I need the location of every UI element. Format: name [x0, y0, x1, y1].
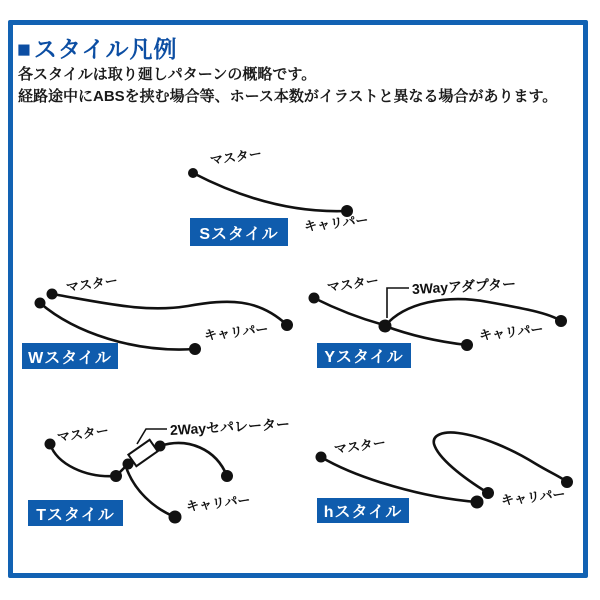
description-line-2: 経路途中にABSを挟む場合等、ホース本数がイラストと異なる場合があります。: [18, 88, 558, 105]
t-style-badge: Tスタイル: [28, 500, 123, 526]
t-style-input-dot: [110, 470, 122, 482]
h-style-master-label: マスター: [333, 434, 387, 457]
s-style-caliper-label: キャリパー: [303, 212, 370, 234]
t-style-hose-down: [126, 467, 175, 517]
y-style-master-dot: [309, 293, 320, 304]
w-style-master-dot-2: [35, 298, 46, 309]
t-style-separator-dot-right: [155, 441, 166, 452]
y-style-caliper-dot-right: [555, 315, 567, 327]
w-style-badge: Wスタイル: [22, 343, 118, 369]
s-style-master-label: マスター: [209, 145, 263, 168]
h-style-hose-master: [321, 457, 477, 502]
h-style-hose-loop: [434, 432, 567, 493]
w-style-master-label: マスター: [65, 272, 119, 295]
t-style-caliper-dot-right: [221, 470, 233, 482]
square-bullet-icon: ■: [17, 36, 32, 62]
w-style-caliper-dot-right: [281, 319, 293, 331]
y-style-caliper-label: キャリパー: [478, 321, 545, 343]
description-line-1: 各スタイルは取り廻しパターンの概略です。: [18, 66, 317, 83]
y-style-junction-dot: [379, 320, 392, 333]
s-style-hose: [193, 173, 347, 211]
s-style-master-dot: [188, 168, 198, 178]
y-style-master-label: マスター: [326, 272, 380, 295]
h-style-caliper-label: キャリパー: [500, 486, 567, 508]
t-style-caliper-dot-lower: [169, 511, 182, 524]
y-style-caliper-dot-lower: [461, 339, 473, 351]
t-style-hose-master: [50, 444, 116, 476]
h-style-loop-start-dot: [482, 487, 494, 499]
y-style-hose-master: [314, 298, 384, 325]
page-title-text: スタイル凡例: [33, 36, 178, 62]
t-style-caliper-label: キャリパー: [185, 492, 252, 514]
h-style-caliper-dot-lower: [471, 496, 484, 509]
w-style-master-dot-1: [47, 289, 58, 300]
t-style-separator-label: 2Wayセパレーター: [169, 415, 291, 438]
y-style-badge: Yスタイル: [317, 343, 411, 368]
h-style-badge: hスタイル: [317, 498, 409, 523]
t-style-master-dot: [45, 439, 56, 450]
t-style-hose-right: [160, 443, 227, 476]
h-style-master-dot: [316, 452, 327, 463]
w-style-caliper-dot-lower: [189, 343, 201, 355]
y-style-adapter-label: 3Wayアダプター: [411, 275, 517, 297]
t-style-separator-dot-left: [123, 459, 134, 470]
t-style-master-label: マスター: [56, 422, 110, 445]
s-style-badge: Sスタイル: [190, 218, 288, 246]
w-style-caliper-label: キャリパー: [203, 321, 270, 343]
